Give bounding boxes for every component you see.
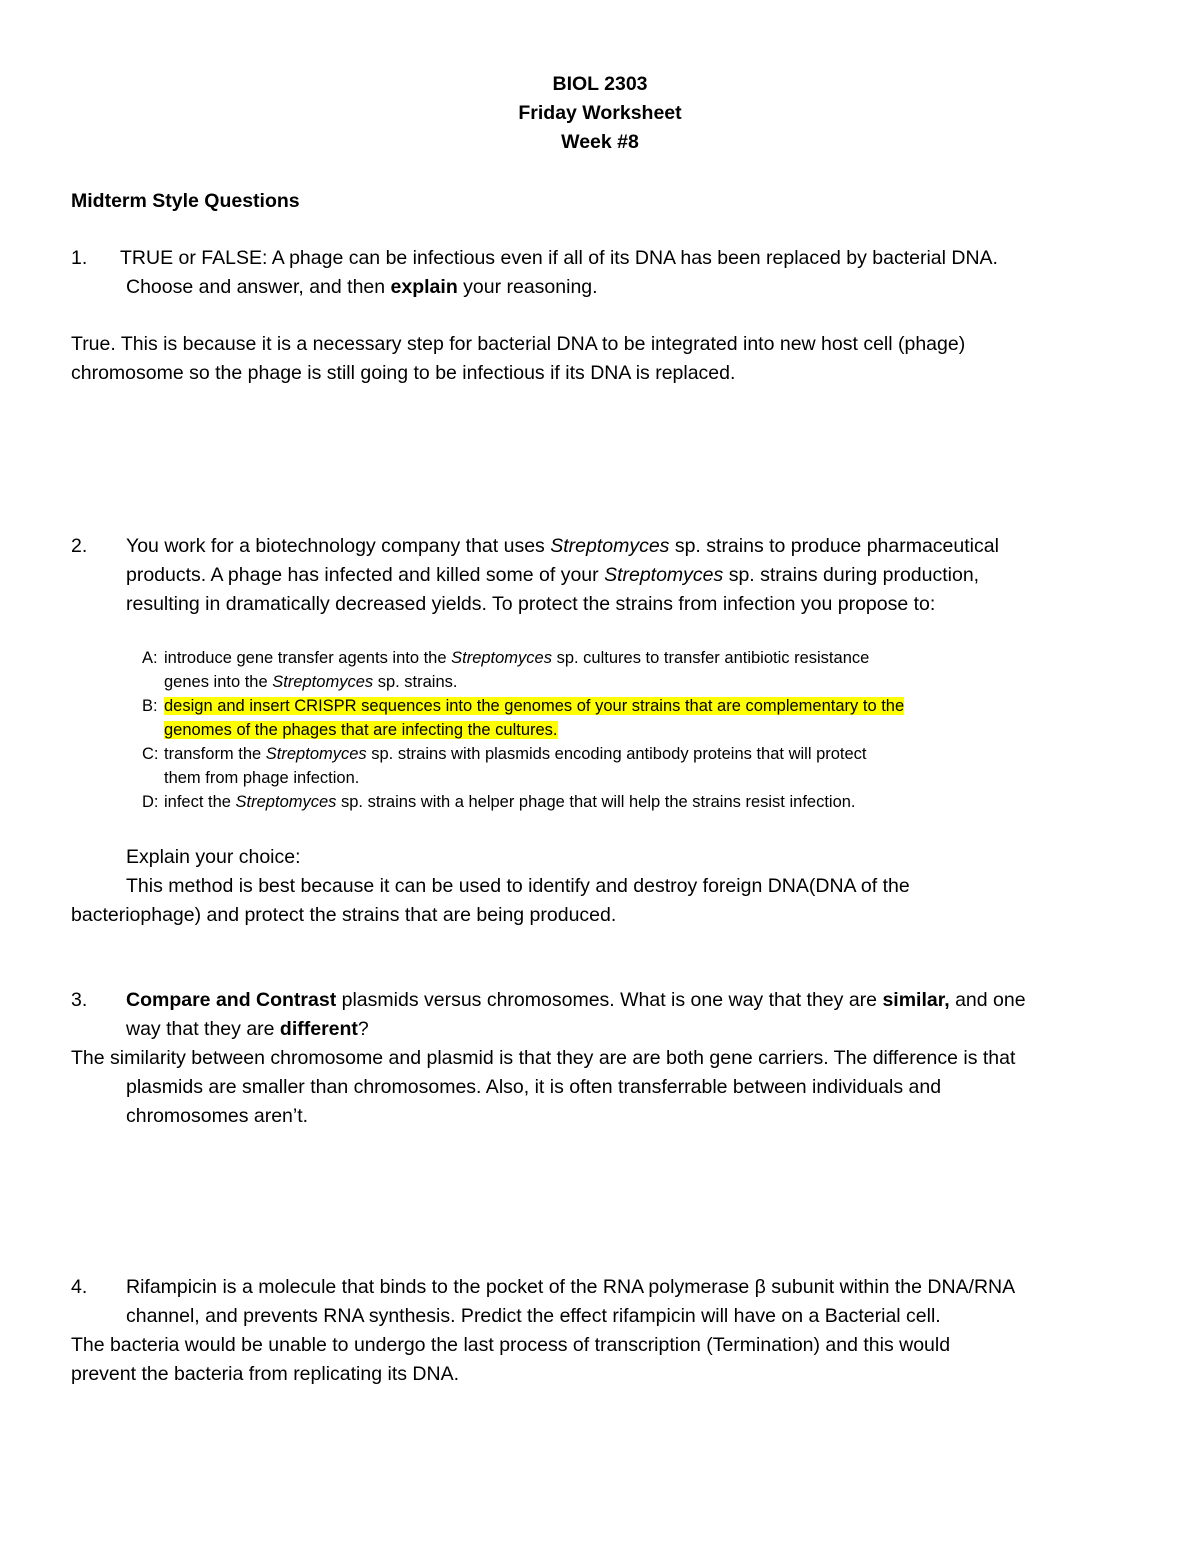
option-b-highlighted: B: design and insert CRISPR sequences into the genomes of your strains that are complementary to the genomes of the phages that are infecting the cultures. [142,694,1042,742]
answer-1 [71,330,1131,388]
option-letter: A: [142,649,158,667]
option-letter: B: [142,697,158,715]
question-number: 1. [71,247,88,269]
question-2-line: You work for a biotechnology company that uses Streptomyces sp. strains to produce pharmaceutical [126,535,999,557]
option-c: C: transform the Streptomyces sp. strains with plasmids encoding antibody proteins that will protect them from phage infection. [142,742,1042,790]
question-3-line: Compare and Contrast plasmids versus chromosomes. What is one way that they are similar, and one [126,989,1026,1011]
answer-line: chromosome so the phage is still going to be infectious if its DNA is replaced. [71,362,736,384]
answer-line: True. This is because it is a necessary step for bacterial DNA to be integrated into new host cell (phage) [71,333,966,355]
answer-line: plasmids are smaller than chromosomes. Also, it is often transferrable between individuals and [126,1076,942,1098]
question-1-instruction: Choose and answer, and then explain your reasoning. [126,276,598,298]
question-4-line: Rifampicin is a molecule that binds to the pocket of the RNA polymerase β subunit within the DNA/RNA [126,1276,1016,1298]
explain-label: Explain your choice: [126,846,301,868]
question-number: 4. [71,1276,88,1298]
question-3-line: way that they are different? [126,1018,369,1040]
worksheet-title: Friday Worksheet [518,102,682,124]
answer-line: The bacteria would be unable to undergo the last process of transcription (Termination) and this would [71,1334,951,1356]
answer-4 [71,1331,1131,1389]
answer-line: bacteriophage) and protect the strains that are being produced. [71,904,617,926]
question-1 [71,244,1131,302]
question-2-line: resulting in dramatically decreased yields. To protect the strains from infection you propose to: [126,593,936,615]
option-letter: D: [142,793,159,811]
answer-line: chromosomes aren’t. [126,1105,309,1127]
week-label: Week #8 [561,131,639,153]
question-2-line: products. A phage has infected and killed some of your Streptomyces sp. strains during production, [126,564,980,586]
question-number: 2. [71,535,88,557]
answer-options [142,646,1042,814]
document-header [0,70,1200,157]
question-4-line: channel, and prevents RNA synthesis. Predict the effect rifampicin will have on a Bacterial cell. [126,1305,941,1327]
answer-3 [71,1044,1131,1131]
section-heading: Midterm Style Questions [71,190,300,212]
question-2 [71,532,1131,619]
answer-line: The similarity between chromosome and plasmid is that they are are both gene carriers. The difference is that [71,1047,1016,1069]
question-1-text: TRUE or FALSE: A phage can be infectious even if all of its DNA has been replaced by bacterial DNA. [120,247,998,269]
course-code: BIOL 2303 [552,73,648,95]
question-3 [71,986,1131,1044]
option-d: D: infect the Streptomyces sp. strains with a helper phage that will help the strains resist infection. [142,790,1042,814]
option-letter: C: [142,745,159,763]
answer-2 [71,843,1131,930]
question-number: 3. [71,989,88,1011]
answer-line: prevent the bacteria from replicating its DNA. [71,1363,460,1385]
option-a: A: introduce gene transfer agents into the Streptomyces sp. cultures to transfer antibiotic resistance genes into the Streptomyces sp. strains. [142,646,1042,694]
answer-line: This method is best because it can be used to identify and destroy foreign DNA(DNA of the [126,875,910,897]
question-4 [71,1273,1131,1331]
